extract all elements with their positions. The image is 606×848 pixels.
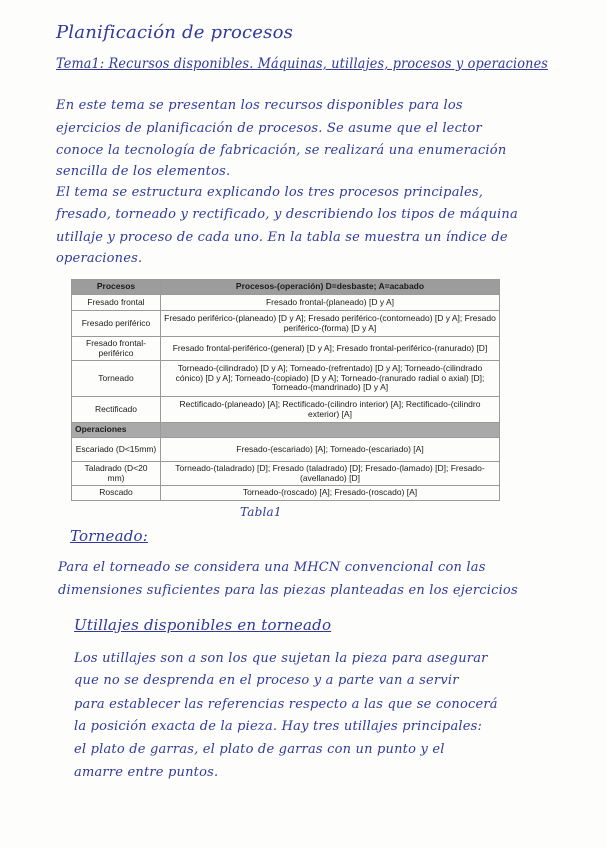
operation-name: Roscado [72, 486, 161, 501]
intro-line: fresado, torneado y rectificado, y describiendo los tipos de máquina [56, 207, 518, 222]
intro-line: El tema se estructura explicando los tres procesos principales, [56, 185, 484, 200]
intro-line: En este tema se presentan los recursos disponibles para los [56, 98, 463, 113]
intro-line: utillaje y proceso de cada uno. En la tabla se muestra un índice de [56, 230, 508, 245]
intro-line: ejercicios de planificación de procesos. Se asume que el lector [56, 121, 482, 136]
table-row [72, 311, 500, 337]
topic-heading: Tema1: Recursos disponibles. Máquinas, utillajes, procesos y operaciones [56, 56, 549, 72]
utillajes-line: Los utillajes son a son los que sujetan la pieza para asegurar [74, 651, 488, 666]
table-row [72, 438, 500, 462]
process-table-container [71, 279, 500, 501]
torneado-heading: Torneado: [70, 527, 149, 545]
section-spacer [161, 423, 500, 438]
process-table [71, 279, 500, 501]
operation-ops: Fresado-(escariado) [A]; Torneado-(escariado) [A] [161, 438, 500, 462]
utillajes-line: amarre entre puntos. [74, 765, 219, 780]
utillajes-line: el plato de garras, el plato de garras con un punto y el [74, 742, 445, 757]
table-section-row [72, 423, 500, 438]
table-row [72, 337, 500, 361]
process-name: Torneado [72, 361, 161, 397]
header-operations: Procesos-(operación) D=desbaste; A=acabado [161, 280, 500, 295]
intro-line: operaciones. [56, 251, 143, 266]
utillajes-line: la posición exacta de la pieza. Hay tres utillajes principales: [74, 719, 483, 734]
table-row [72, 361, 500, 397]
operation-name: Escariado (D<15mm) [72, 438, 161, 462]
process-ops: Fresado periférico-(planeado) [D y A]; Fresado periférico-(contorneado) [D y A]; Fresado periférico-(forma) [D y A] [161, 311, 500, 337]
operation-ops: Torneado-(taladrado) [D]; Fresado (taladrado) [D]; Fresado-(lamado) [D]; Fresado-(avellanado) [D] [161, 462, 500, 486]
table-row [72, 486, 500, 501]
table-row [72, 295, 500, 311]
operation-name: Taladrado (D<20 mm) [72, 462, 161, 486]
process-name: Fresado frontal-periférico [72, 337, 161, 361]
table-row [72, 462, 500, 486]
operation-ops: Torneado-(roscado) [A]; Fresado-(roscado) [A] [161, 486, 500, 501]
process-ops: Rectificado-(planeado) [A]; Rectificado-(cilindro interior) [A]; Rectificado-(cilindro exterior) [A] [161, 397, 500, 423]
utillajes-line: para establecer las referencias respecto a las que se conocerá [74, 697, 498, 712]
intro-line: sencilla de los elementos. [56, 164, 231, 179]
intro-line: conoce la tecnología de fabricación, se realizará una enumeración [56, 143, 507, 158]
utillajes-heading: Utillajes disponibles en torneado [74, 616, 332, 634]
torneado-line: dimensiones suficientes para las piezas planteadas en los ejercicios [58, 583, 518, 598]
process-ops: Torneado-(cilindrado) [D y A]; Torneado-(refrentado) [D y A]; Torneado-(cilindrado cónico) [D y A]; Torneado-(copiado) [D y A]; Torneado-(ranurado radial o axial) [D]; Torneado-(mandrinado) [D y A] [161, 361, 500, 397]
process-ops: Fresado frontal-(planeado) [D y A] [161, 295, 500, 311]
process-name: Rectificado [72, 397, 161, 423]
table-header-row [72, 280, 500, 295]
section-label: Operaciones [72, 423, 161, 438]
torneado-line: Para el torneado se considera una MHCN convencional con las [58, 560, 486, 575]
table-row [72, 397, 500, 423]
utillajes-line: que no se desprenda en el proceso y a parte van a servir [74, 673, 459, 688]
header-process: Procesos [72, 280, 161, 295]
process-name: Fresado periférico [72, 311, 161, 337]
process-name: Fresado frontal [72, 295, 161, 311]
page-title: Planificación de procesos [56, 22, 294, 43]
process-ops: Fresado frontal-periférico-(general) [D y A]; Fresado frontal-periférico-(ranurado) [D] [161, 337, 500, 361]
table-caption: Tabla1 [240, 505, 282, 519]
